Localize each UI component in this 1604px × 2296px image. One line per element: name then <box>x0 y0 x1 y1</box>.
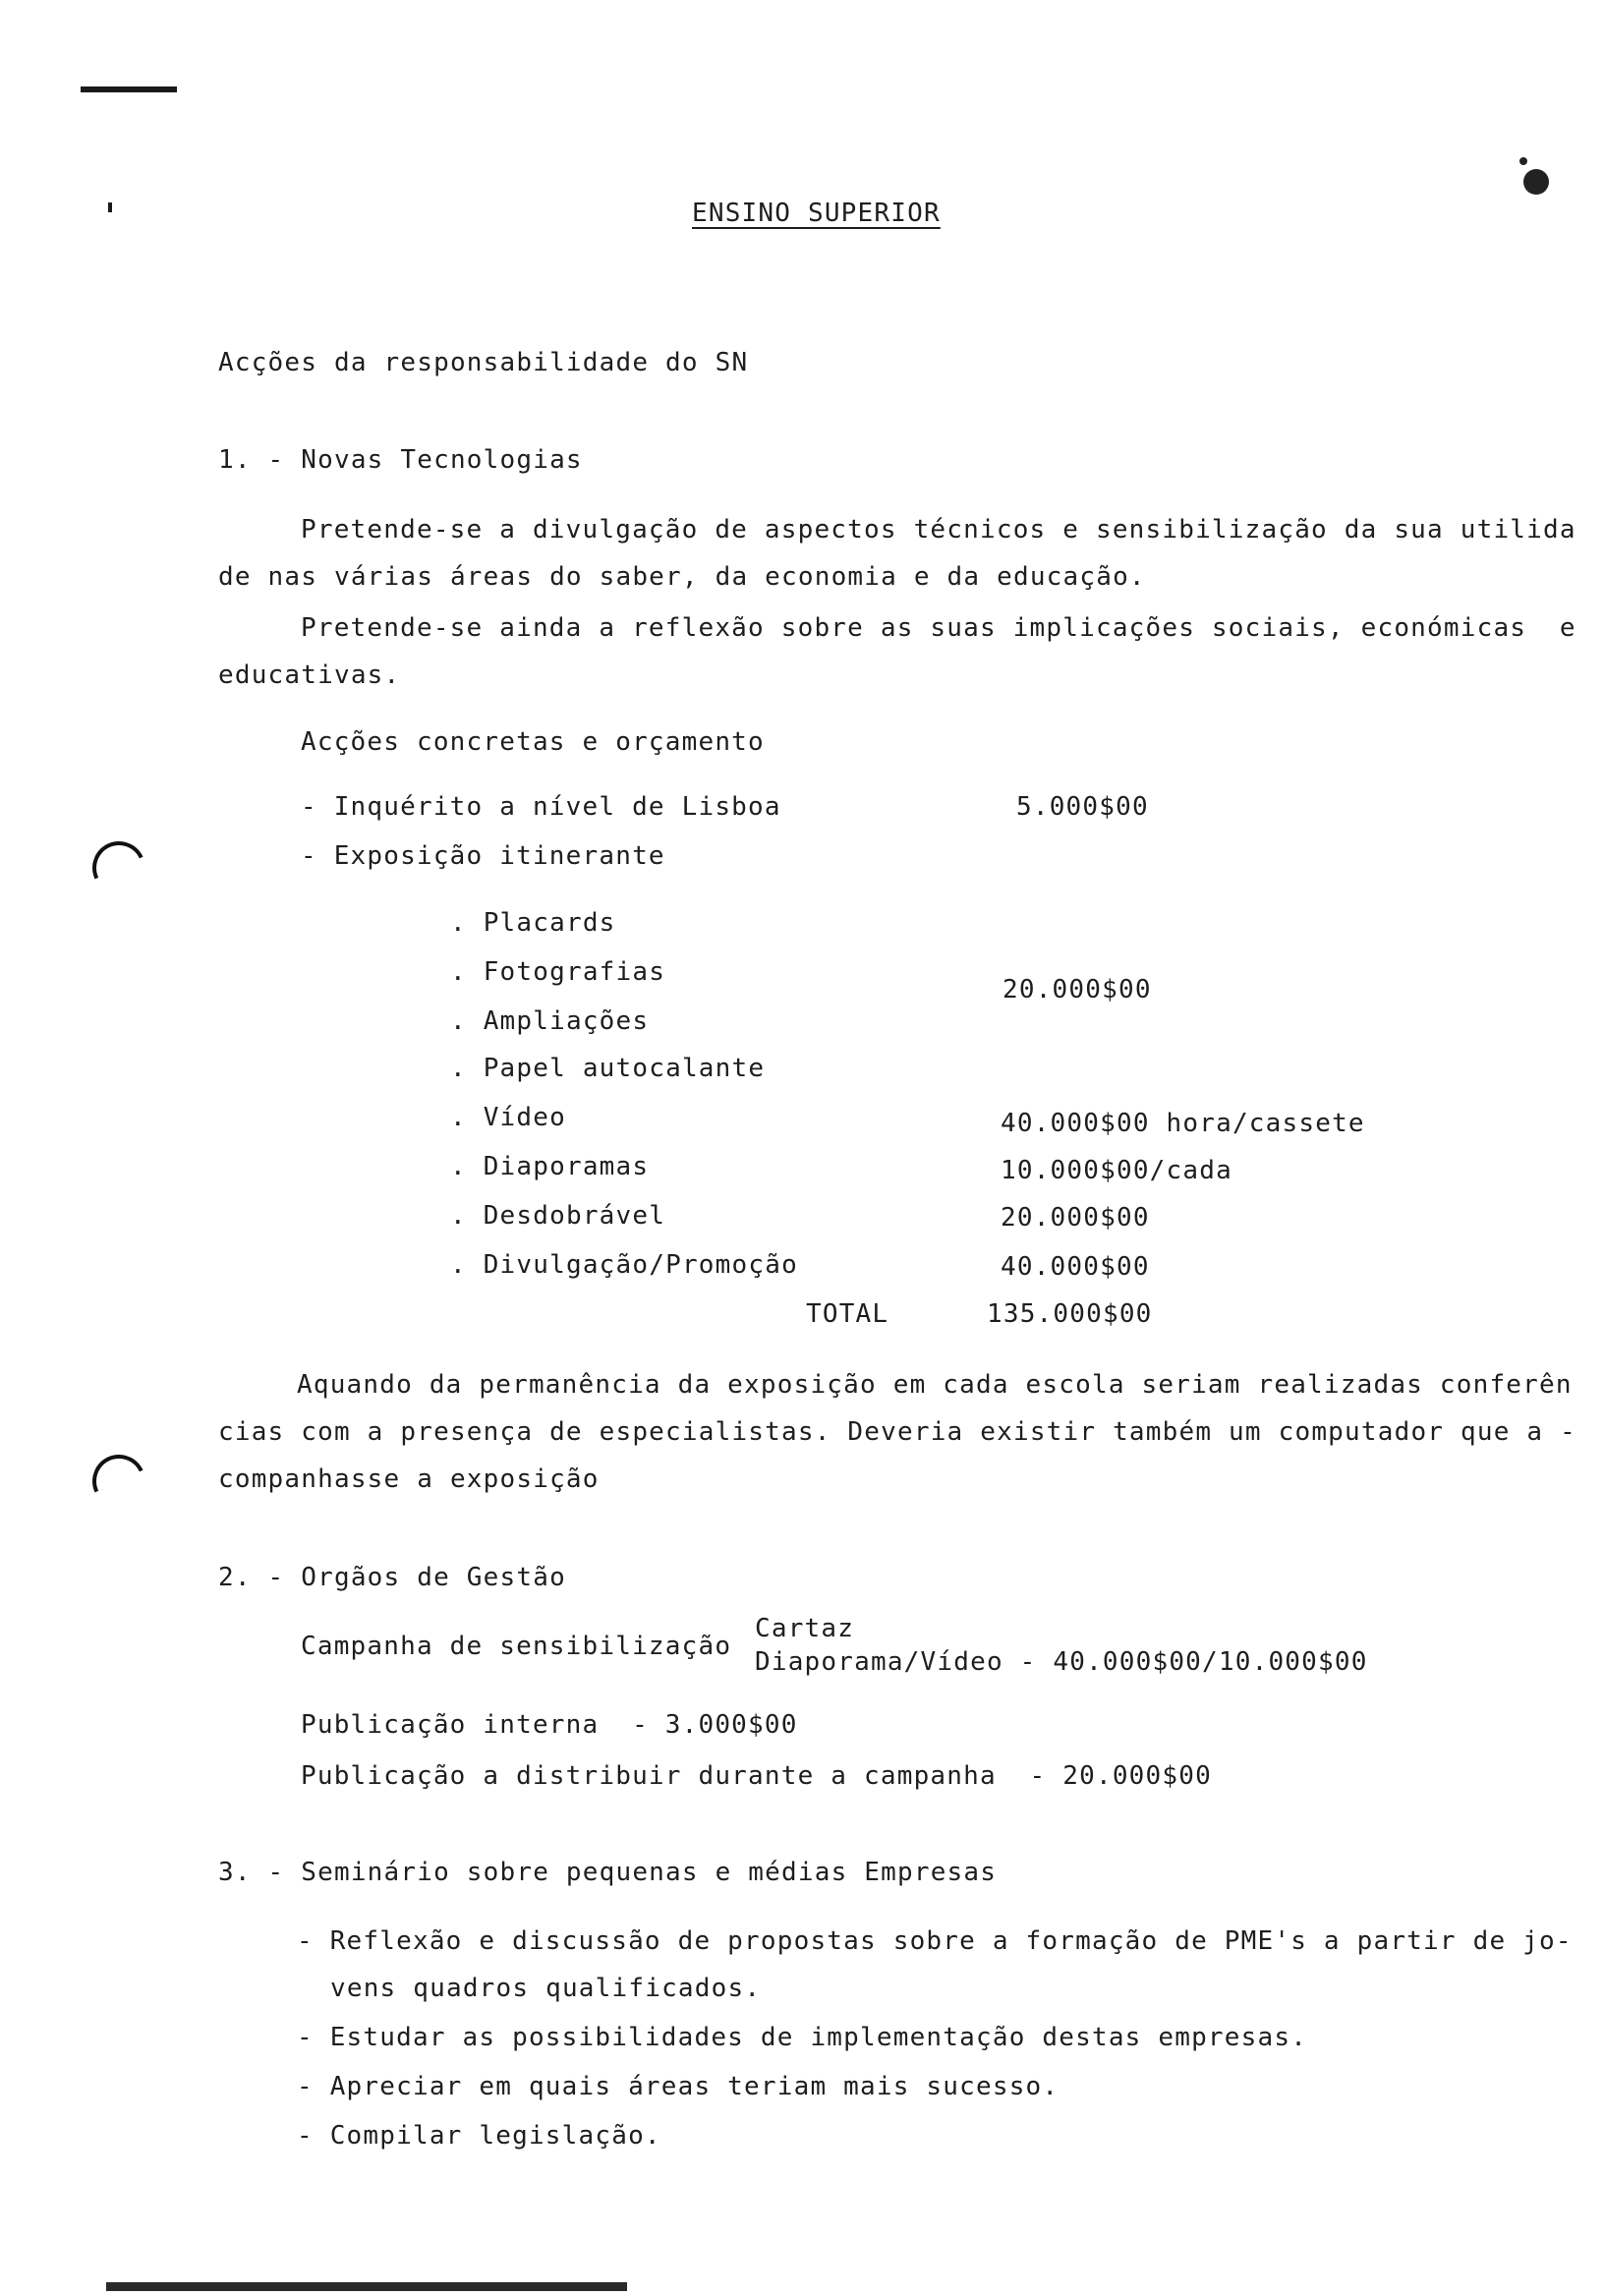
budget-item-exposicao: - Exposição itinerante <box>301 841 665 871</box>
section-1-heading: 1. - Novas Tecnologias <box>218 445 583 475</box>
total-label: TOTAL <box>806 1299 889 1329</box>
scan-mark-left <box>108 202 112 212</box>
publication-campaign: Publicação a distribuir durante a campanha - 20.000$00 <box>301 1761 1212 1791</box>
s3-bullet-3: - Apreciar em quais áreas teriam mais sucesso. <box>297 2072 1060 2101</box>
scan-speck <box>1519 157 1527 165</box>
video-value: 40.000$00 hora/cassete <box>1001 1109 1365 1138</box>
s1-paragraph-1-line-1: Pretende-se a divulgação de aspectos técnicos e sensibilização da sua utilida <box>301 515 1576 545</box>
list-item: . Ampliações <box>450 1006 650 1036</box>
scan-edge-bar <box>106 2282 627 2291</box>
budget-value-inquerito: 5.000$00 <box>1016 792 1149 822</box>
desdobravel-value: 20.000$00 <box>1001 1203 1150 1233</box>
list-item: . Diaporamas <box>450 1152 650 1181</box>
section-2-heading: 2. - Orgãos de Gestão <box>218 1563 566 1592</box>
scan-mark-top <box>81 86 177 92</box>
group-value: 20.000$00 <box>1002 975 1152 1004</box>
s3-bullet-1-line-2: vens quadros qualificados. <box>330 1974 762 2003</box>
intro-line: Acções da responsabilidade do SN <box>218 348 749 377</box>
punch-hole-mark <box>85 833 152 901</box>
s1-paragraph-3-line-1: Aquando da permanência da exposição em cada escola seriam realizadas conferên <box>297 1370 1573 1400</box>
budget-item-inquerito: - Inquérito a nível de Lisboa <box>301 792 781 822</box>
total-value: 135.000$00 <box>987 1299 1153 1329</box>
campaign-label: Campanha de sensibilização <box>301 1632 732 1661</box>
publication-internal: Publicação interna - 3.000$00 <box>301 1710 798 1740</box>
list-item: . Divulgação/Promoção <box>450 1250 798 1280</box>
section-3-heading: 3. - Seminário sobre pequenas e médias Empresas <box>218 1858 998 1887</box>
list-item: . Vídeo <box>450 1103 566 1132</box>
list-item: . Papel autocalante <box>450 1054 766 1083</box>
list-item: . Placards <box>450 908 616 938</box>
campaign-cartaz: Cartaz <box>755 1614 855 1643</box>
s3-bullet-2: - Estudar as possibilidades de implementação destas empresas. <box>297 2023 1308 2052</box>
s1-paragraph-2-line-2: educativas. <box>218 660 401 690</box>
s1-paragraph-3-line-2: cias com a presença de especialistas. Deveria existir também um computador que a - <box>218 1417 1576 1447</box>
page-title: ENSINO SUPERIOR <box>692 199 941 228</box>
punch-hole-mark <box>85 1447 152 1515</box>
scan-speck <box>1523 169 1549 195</box>
s1-paragraph-2-line-1: Pretende-se ainda a reflexão sobre as suas implicações sociais, económicas e <box>301 613 1576 643</box>
s3-bullet-1-line-1: - Reflexão e discussão de propostas sobre a formação de PME's a partir de jo- <box>297 1926 1573 1956</box>
budget-subheading: Acções concretas e orçamento <box>301 727 765 757</box>
s3-bullet-4: - Compilar legislação. <box>297 2121 661 2151</box>
campaign-diaporama: Diaporama/Vídeo - 40.000$00/10.000$00 <box>755 1647 1368 1677</box>
diaporamas-value: 10.000$00/cada <box>1001 1156 1232 1185</box>
s1-paragraph-1-line-2: de nas várias áreas do saber, da economia e da educação. <box>218 562 1146 592</box>
divulgacao-value: 40.000$00 <box>1001 1252 1150 1282</box>
list-item: . Desdobrável <box>450 1201 666 1231</box>
list-item: . Fotografias <box>450 957 666 987</box>
s1-paragraph-3-line-3: companhasse a exposição <box>218 1464 600 1494</box>
